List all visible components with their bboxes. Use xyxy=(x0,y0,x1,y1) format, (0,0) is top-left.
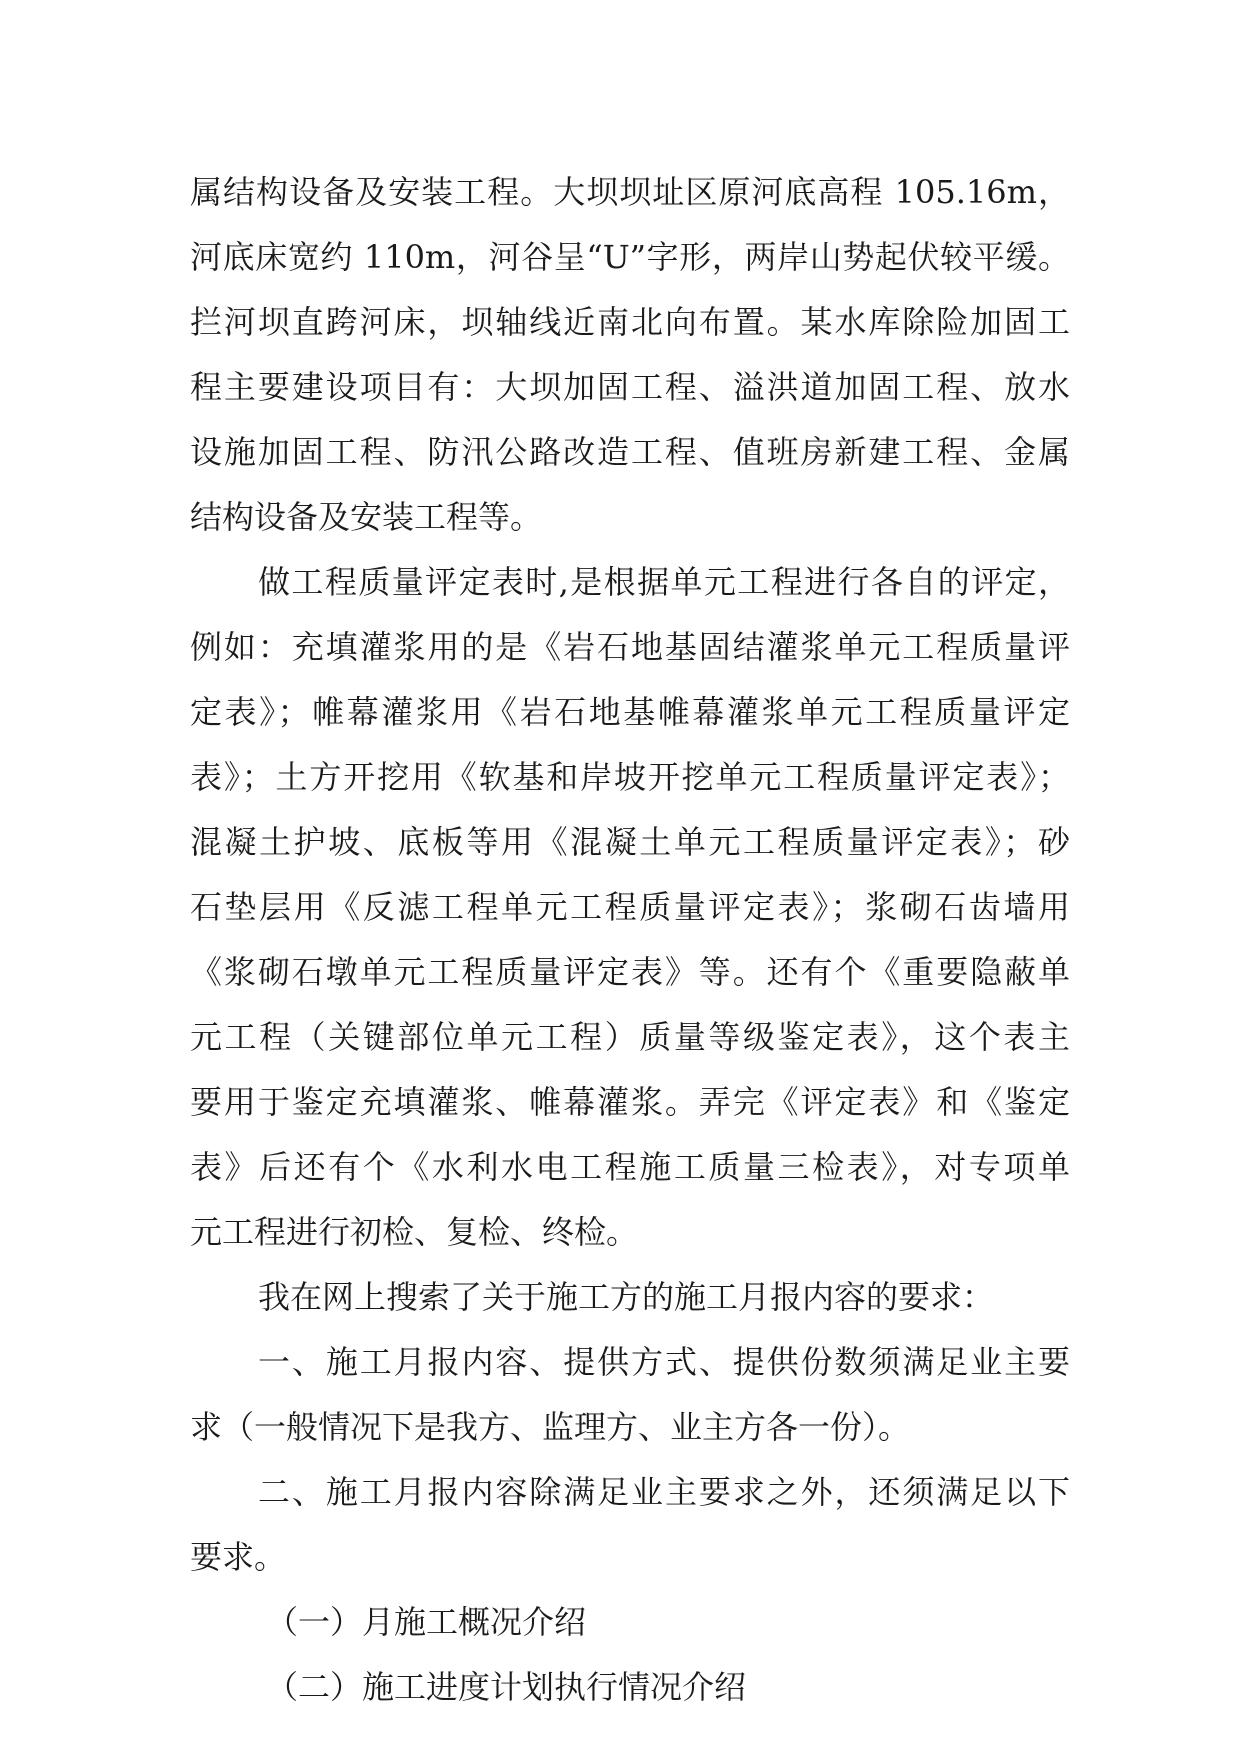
paragraph xyxy=(190,160,1070,550)
text-line: （一）月施工概况介绍 xyxy=(266,1603,587,1641)
text-line: 设施加固工程、防汛公路改造工程、值班房新建工程、金属 xyxy=(190,433,1070,471)
paragraph xyxy=(190,1265,1070,1330)
text-line: 一、施工月报内容、提供方式、提供份数须满足业主要 xyxy=(258,1343,1070,1381)
text-line: 拦河坝直跨河床，坝轴线近南北向布置。某水库除险加固工 xyxy=(190,303,1070,341)
text-line: 混凝土护坡、底板等用《混凝土单元工程质量评定表》；砂 xyxy=(190,823,1070,861)
text-line: 《浆砌石墩单元工程质量评定表》等。还有个《重要隐蔽单 xyxy=(190,953,1070,991)
text-line: 表》；土方开挖用《软基和岸坡开挖单元工程质量评定表》； xyxy=(190,758,1070,796)
text-line: 要求。 xyxy=(190,1538,287,1576)
text-line: 要用于鉴定充填灌浆、帷幕灌浆。弄完《评定表》和《鉴定 xyxy=(190,1083,1070,1121)
text-line: 结构设备及安装工程等。 xyxy=(190,498,543,536)
text-line: 二、施工月报内容除满足业主要求之外，还须满足以下 xyxy=(258,1473,1070,1511)
text-line: 例如：充填灌浆用的是《岩石地基固结灌浆单元工程质量评 xyxy=(190,628,1070,666)
text-line: 表》后还有个《水利水电工程施工质量三检表》，对专项单 xyxy=(190,1148,1070,1186)
text-line: 元工程（关键部位单元工程）质量等级鉴定表》，这个表主 xyxy=(190,1018,1070,1056)
paragraph xyxy=(190,550,1070,1265)
text-line: 元工程进行初检、复检、终检。 xyxy=(190,1213,639,1251)
paragraph xyxy=(190,1460,1070,1590)
text-line: （二）施工进度计划执行情况介绍 xyxy=(266,1668,747,1706)
text-line: 做工程质量评定表时,是根据单元工程进行各自的评定， xyxy=(258,563,1070,601)
text-line: 程主要建设项目有：大坝加固工程、溢洪道加固工程、放水 xyxy=(190,368,1070,406)
text-line: 我在网上搜索了关于施工方的施工月报内容的要求： xyxy=(258,1278,995,1316)
text-line: 求（一般情况下是我方、监理方、业主方各一份）。 xyxy=(190,1408,911,1446)
text-line: 河底床宽约 110m，河谷呈“U”字形，两岸山势起伏较平缓。 xyxy=(190,238,1070,276)
paragraph xyxy=(190,1330,1070,1460)
text-line: 属结构设备及安装工程。大坝坝址区原河底高程 105.16m， xyxy=(190,173,1070,211)
sub-heading xyxy=(190,1590,1070,1655)
text-line: 石垫层用《反滤工程单元工程质量评定表》；浆砌石齿墙用 xyxy=(190,888,1070,926)
text-line: 定表》；帷幕灌浆用《岩石地基帷幕灌浆单元工程质量评定 xyxy=(190,693,1070,731)
document-body xyxy=(190,160,1070,1720)
sub-heading xyxy=(190,1655,1070,1720)
